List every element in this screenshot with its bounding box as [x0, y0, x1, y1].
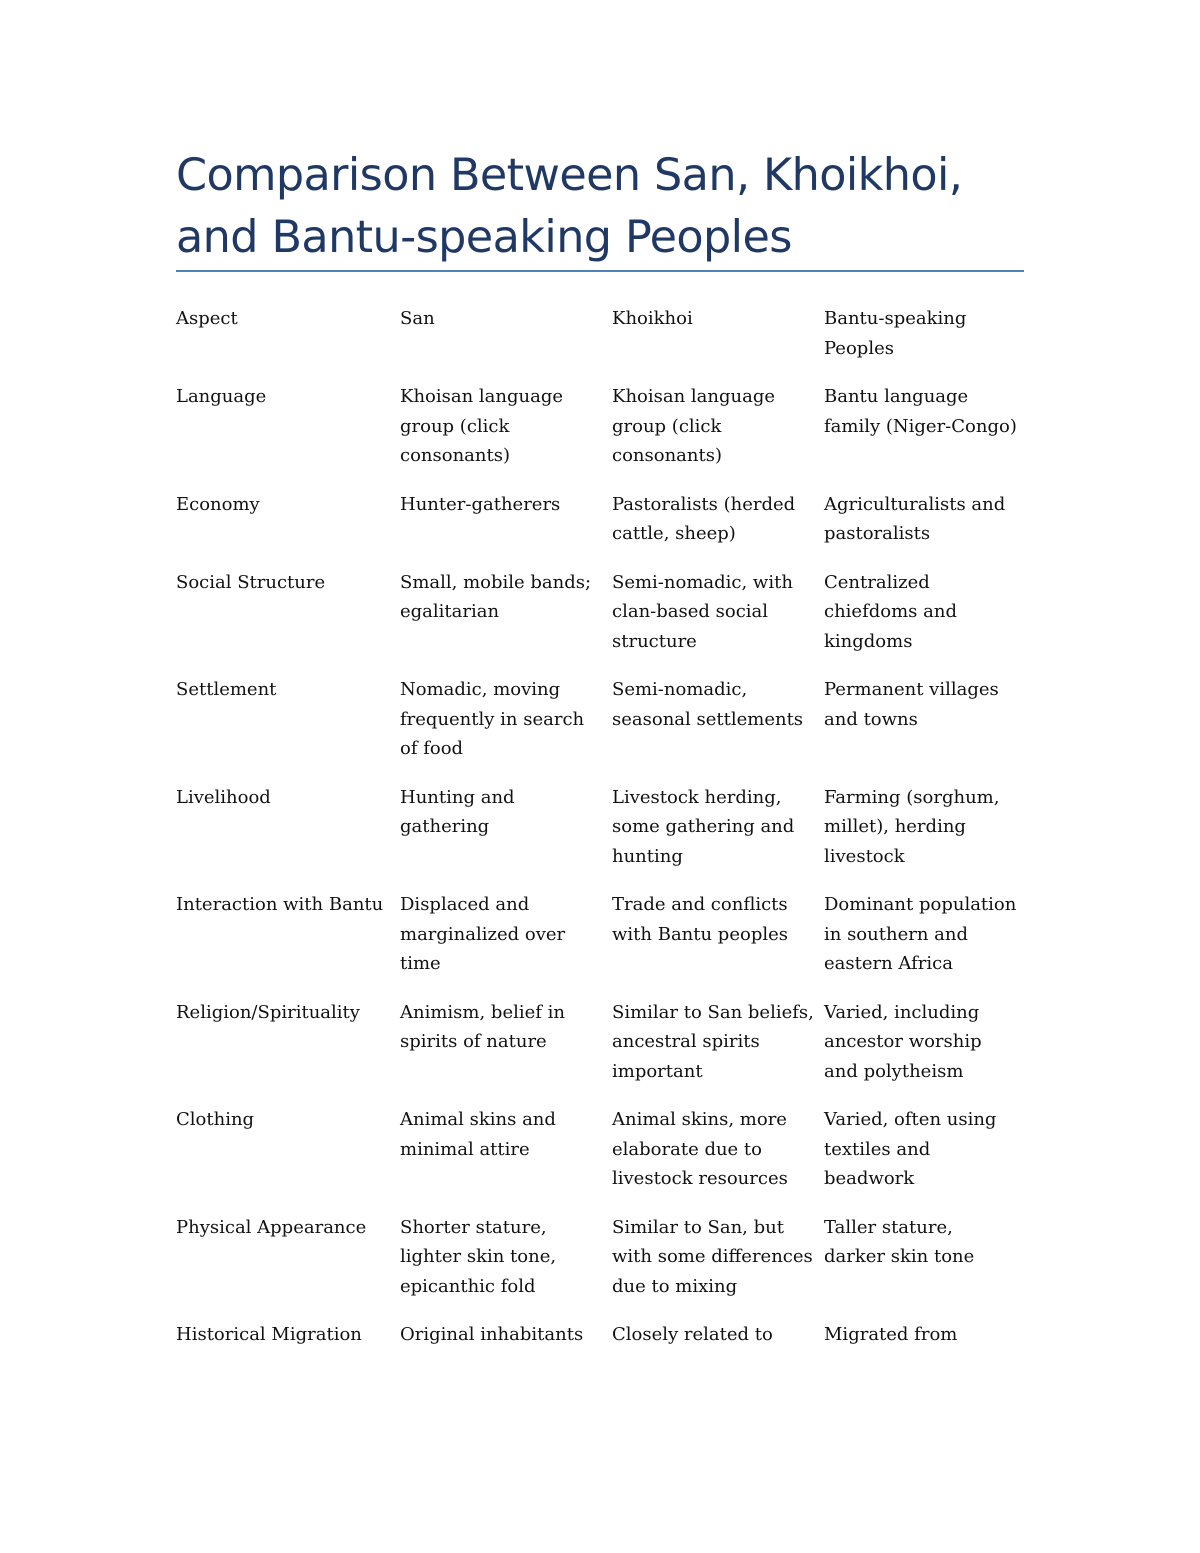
table-cell-aspect: Livelihood	[176, 786, 271, 808]
document-title: Comparison Between San, Khoikhoi, and Bantu-speaking Peoples	[176, 150, 963, 263]
table-row	[176, 783, 1024, 891]
table-cell-khoikhoi: Livestock herding, some gathering and hunting	[612, 786, 795, 867]
table-cell-khoikhoi: Similar to San, but with some differences due to mixing	[612, 1216, 813, 1297]
header-cell-san: San	[400, 308, 435, 329]
table-cell-san: Displaced and marginalized over time	[400, 894, 566, 974]
header-cell-bantu: Bantu-speaking Peoples	[824, 308, 967, 359]
table-cell-bantu: Migrated from	[824, 1324, 958, 1345]
table-row	[176, 490, 1024, 568]
table-cell-san: Shorter stature, lighter skin tone, epicanthic fold	[400, 1216, 557, 1297]
table-cell-aspect: Social Structure	[176, 571, 326, 593]
table-cell-khoikhoi: Semi-nomadic, seasonal settlements	[612, 679, 804, 730]
table-header-row	[176, 304, 1024, 382]
table-row	[176, 1213, 1024, 1321]
table-cell-bantu: Taller stature, darker skin tone	[824, 1216, 975, 1267]
table-cell-san: Khoisan language group (click consonants)	[400, 386, 564, 466]
header-cell-aspect: Aspect	[176, 308, 238, 329]
table-cell-san: Original inhabitants	[400, 1324, 584, 1345]
table-cell-aspect: Religion/Spirituality	[176, 1001, 360, 1023]
table-cell-aspect: Language	[176, 386, 267, 407]
table-cell-khoikhoi: Animal skins, more elaborate due to livestock resources	[612, 1109, 788, 1189]
comparison-table	[176, 304, 1024, 1369]
table-cell-khoikhoi: Semi-nomadic, with clan-based social structure	[612, 571, 793, 652]
table-cell-khoikhoi: Similar to San beliefs, ancestral spirits important	[612, 1001, 814, 1082]
table-cell-san: Nomadic, moving frequently in search of food	[400, 679, 585, 759]
table-row	[176, 1320, 1024, 1369]
table-cell-aspect: Settlement	[176, 679, 277, 700]
table-row	[176, 1105, 1024, 1213]
table-cell-san: Animism, belief in spirits of nature	[400, 1001, 565, 1052]
table-cell-bantu: Farming (sorghum, millet), herding livestock	[824, 786, 1000, 867]
table-cell-aspect: Interaction with Bantu	[176, 894, 384, 915]
table-cell-khoikhoi: Closely related to	[612, 1324, 773, 1345]
table-cell-san: Small, mobile bands; egalitarian	[400, 571, 592, 622]
title-underline	[176, 270, 1024, 272]
table-cell-aspect: Economy	[176, 493, 260, 515]
table-cell-san: Hunting and gathering	[400, 786, 515, 837]
table-cell-bantu: Permanent villages and towns	[824, 679, 999, 730]
table-row	[176, 382, 1024, 490]
table-cell-khoikhoi: Khoisan language group (click consonants)	[612, 386, 776, 466]
table-cell-bantu: Varied, often using textiles and beadwork	[824, 1109, 997, 1189]
table-cell-khoikhoi: Pastoralists (herded cattle, sheep)	[612, 493, 796, 544]
table-cell-bantu: Agriculturalists and pastoralists	[824, 493, 1006, 544]
table-cell-bantu: Centralized chiefdoms and kingdoms	[824, 571, 957, 652]
table-cell-bantu: Dominant population in southern and eastern Africa	[824, 894, 1017, 974]
table-cell-san: Hunter-gatherers	[400, 493, 561, 515]
table-body	[176, 304, 1024, 1369]
table-cell-aspect: Clothing	[176, 1109, 255, 1130]
table-cell-khoikhoi: Trade and conflicts with Bantu peoples	[612, 894, 788, 945]
header-cell-khoikhoi: Khoikhoi	[612, 308, 693, 329]
table-cell-san: Animal skins and minimal attire	[400, 1109, 556, 1160]
table-cell-aspect: Physical Appearance	[176, 1216, 367, 1238]
table-row	[176, 998, 1024, 1106]
table-row	[176, 675, 1024, 783]
table-cell-bantu: Varied, including ancestor worship and polytheism	[824, 1001, 982, 1082]
table-row	[176, 568, 1024, 676]
table-cell-aspect: Historical Migration	[176, 1324, 362, 1345]
table-row	[176, 890, 1024, 998]
table-cell-bantu: Bantu language family (Niger-Congo)	[824, 386, 1017, 437]
